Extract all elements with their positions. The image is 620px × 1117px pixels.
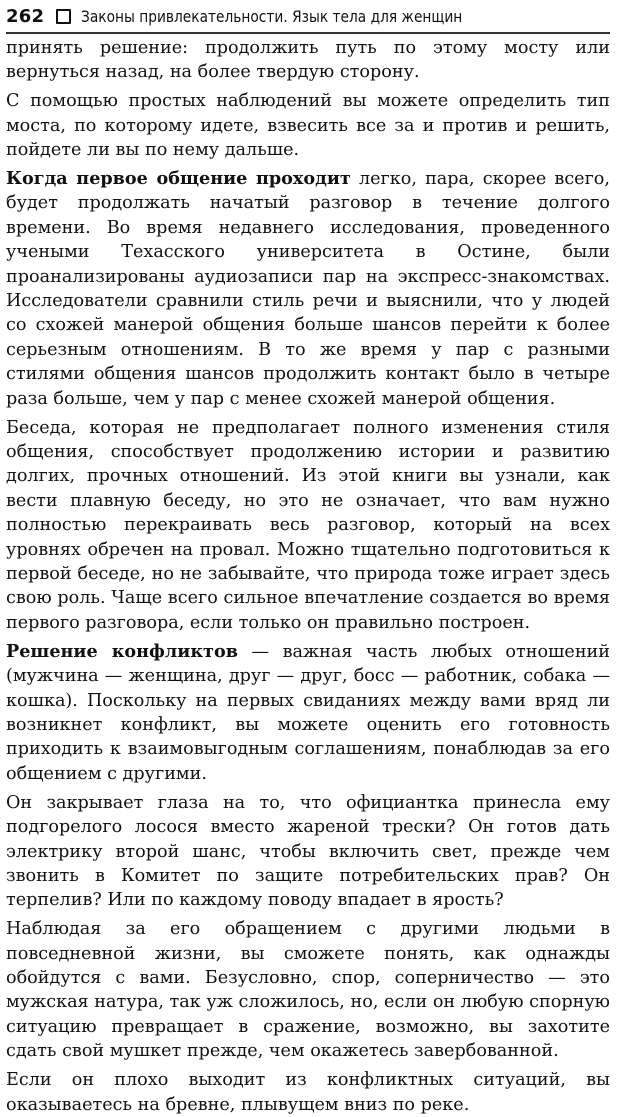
paragraph-text: — важная часть любых отношений (мужчина — женщина, друг — друг, босс — работник, собака — кошка). Поскольку на первых свиданиях между вами вряд ли возникнет конфликт, вы можете оценить его готовность приходить к взаимовыгодным соглашениям, понаблюдав за его общением с другими.: [6, 641, 611, 784]
paragraph: [6, 416, 610, 636]
paragraph-lead: Решение конфликтов: [6, 640, 238, 662]
paragraph-text: Он закрывает глаза на то, что официантка принесла ему подгорелого лосося вместо жареной трески? Он готов дать электрику второй шанс, чтобы включить свет, прежде чем звонить в Комитет по защите потребительских прав? Он терпелив? Или по каждому поводу впадает в ярость?: [6, 792, 610, 911]
paragraph-text: Наблюдая за его обращением с другими людьми в повседневной жизни, вы сможете понять, как однажды обойдутся с вами. Безусловно, спор, соперничество — это мужская натура, так уж сложилось, но, если он любую спорную ситуацию превращает в сражение, возможно, вы захотите сдать свой мушкет прежде, чем окажетесь завербованной.: [6, 919, 610, 1062]
paragraph: [6, 791, 610, 913]
paragraph-text: Если он плохо выходит из конфликтных ситуаций, вы оказываетесь на бревне, плывущем вниз по реке.: [6, 1070, 610, 1115]
paragraph: [6, 36, 610, 85]
paragraph: [6, 1068, 610, 1117]
paragraph-text: принять решение: продолжить путь по этому мосту или вернуться назад, на более твердую сторону.: [6, 38, 610, 83]
running-title: Законы привлекательности. Язык тела для женщин: [81, 6, 463, 26]
paragraph: [6, 89, 610, 162]
page-body: [6, 36, 610, 1117]
paragraph: [6, 167, 610, 411]
paragraph: [6, 917, 610, 1063]
paragraph: [6, 640, 610, 786]
page-number: 262: [6, 5, 45, 27]
running-header: [6, 0, 610, 34]
paragraph-text: легко, пара, скорее всего, будет продолжать начатый разговор в течение долгого времени. Во время недавнего исследования, проведенного учеными Техасского университета в Остине, были проанализированы аудиозаписи пар на экспресс-знакомствах. Исследователи сравнили стиль речи и выяснили, что у людей со схожей манерой общения больше шансов перейти к более серьезным отношениям. В то же время у пар с разными стилями общения шансов продолжить контакт было в четыре раза больше, чем у пар с менее схожей манерой общения.: [6, 169, 610, 409]
paragraph-text: Беседа, которая не предполагает полного изменения стиля общения, способствует продолжению истории и развитию долгих, прочных отношений. Из этой книги вы узнали, как вести плавную беседу, но это не означает, что вам нужно полностью перекраивать весь разговор, который на всех уровнях обречен на провал. Можно тщательно подготовиться к первой беседе, но не забывайте, что природа тоже играет здесь свою роль. Чаще всего сильное впечатление создается во время первого разговора, если только он правильно построен.: [6, 417, 610, 633]
square-bullet-icon: [56, 9, 71, 24]
paragraph-text: С помощью простых наблюдений вы можете определить тип моста, по которому идете, взвесить все за и против и решить, пойдете ли вы по нему дальше.: [6, 91, 610, 161]
paragraph-lead: Когда первое общение проходит: [6, 168, 351, 190]
